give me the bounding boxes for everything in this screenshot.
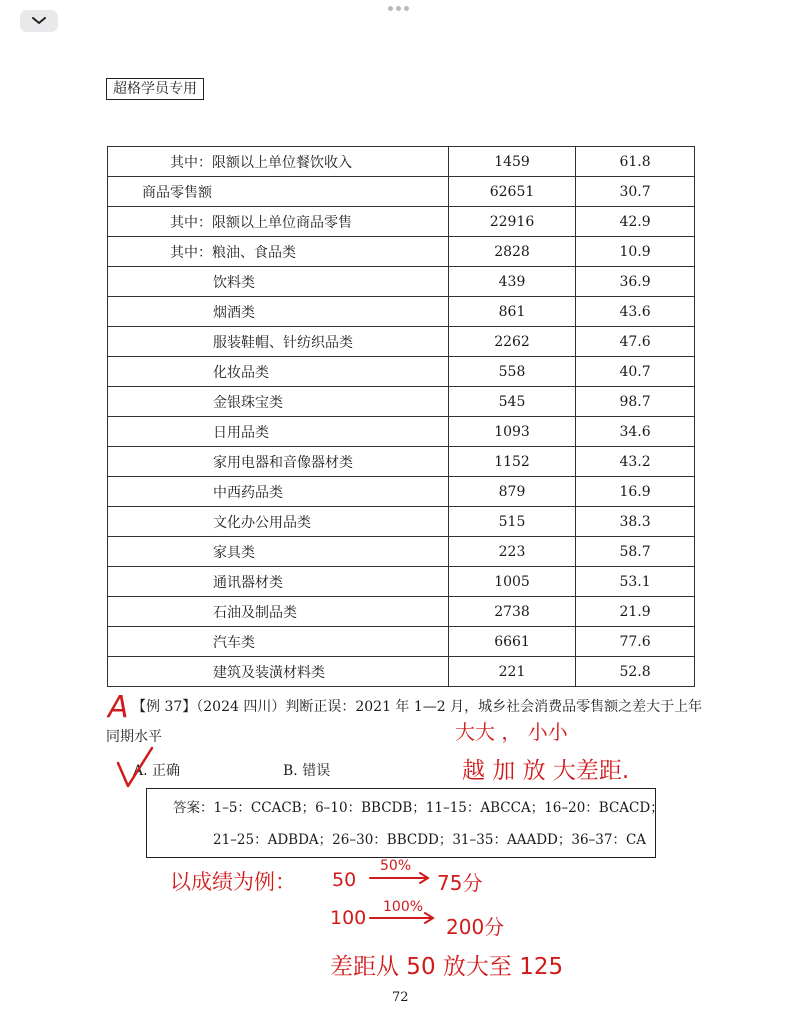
handwritten-start-2: 100 bbox=[330, 907, 367, 929]
row-label: 石油及制品类 bbox=[108, 597, 449, 627]
row-label: 家用电器和音像器材类 bbox=[108, 447, 449, 477]
row-growth: 47.6 bbox=[576, 327, 695, 357]
handwritten-note-3: 以成绩为例： bbox=[170, 870, 296, 894]
row-growth: 77.6 bbox=[576, 627, 695, 657]
page-tag: 超格学员专用 bbox=[106, 78, 204, 100]
table-row bbox=[108, 567, 695, 597]
row-value: 1005 bbox=[448, 567, 575, 597]
table-row bbox=[108, 477, 695, 507]
example-question bbox=[106, 692, 706, 752]
chevron-down-icon bbox=[32, 17, 46, 25]
table-row bbox=[108, 417, 695, 447]
page-number: 72 bbox=[392, 990, 409, 1005]
row-label: 金银珠宝类 bbox=[108, 387, 449, 417]
row-growth: 16.9 bbox=[576, 477, 695, 507]
row-value: 1152 bbox=[448, 447, 575, 477]
row-growth: 52.8 bbox=[576, 657, 695, 687]
row-growth: 61.8 bbox=[576, 147, 695, 177]
row-label: 汽车类 bbox=[108, 627, 449, 657]
table-row bbox=[108, 537, 695, 567]
row-growth: 58.7 bbox=[576, 537, 695, 567]
row-label: 化妆品类 bbox=[108, 357, 449, 387]
handwritten-arrow-label-1: 50% bbox=[380, 858, 412, 874]
table-row bbox=[108, 357, 695, 387]
row-label: 服装鞋帽、针纺织品类 bbox=[108, 327, 449, 357]
row-growth: 42.9 bbox=[576, 207, 695, 237]
row-value: 2738 bbox=[448, 597, 575, 627]
row-value: 2262 bbox=[448, 327, 575, 357]
row-value: 861 bbox=[448, 297, 575, 327]
row-growth: 53.1 bbox=[576, 567, 695, 597]
answer-key-line-1: 答案：1–5：CCACB；6–10：BBCDB；11–15：ABCCA；16–20：BCACD； bbox=[173, 800, 664, 816]
handwritten-note-2: 越 加 放 大差距. bbox=[462, 758, 630, 784]
row-growth: 36.9 bbox=[576, 267, 695, 297]
handwritten-result-1: 75分 bbox=[437, 871, 483, 895]
option-a: A. 正确 bbox=[133, 763, 181, 779]
row-growth: 34.6 bbox=[576, 417, 695, 447]
row-value: 62651 bbox=[448, 177, 575, 207]
row-value: 6661 bbox=[448, 627, 575, 657]
row-value: 2828 bbox=[448, 237, 575, 267]
table-row bbox=[108, 297, 695, 327]
row-value: 223 bbox=[448, 537, 575, 567]
table-row bbox=[108, 447, 695, 477]
row-value: 1093 bbox=[448, 417, 575, 447]
row-label: 商品零售额 bbox=[108, 177, 449, 207]
row-growth: 98.7 bbox=[576, 387, 695, 417]
table-row bbox=[108, 327, 695, 357]
retail-sales-table bbox=[107, 146, 695, 687]
row-label: 文化办公用品类 bbox=[108, 507, 449, 537]
row-value: 439 bbox=[448, 267, 575, 297]
collapse-button[interactable] bbox=[20, 10, 58, 32]
row-label: 中西药品类 bbox=[108, 477, 449, 507]
row-growth: 43.2 bbox=[576, 447, 695, 477]
row-value: 558 bbox=[448, 357, 575, 387]
handwritten-result-2: 200分 bbox=[446, 915, 505, 939]
answer-key-box bbox=[146, 788, 664, 858]
row-label: 建筑及装潢材料类 bbox=[108, 657, 449, 687]
row-value: 22916 bbox=[448, 207, 575, 237]
table-row bbox=[108, 627, 695, 657]
handwritten-note-4: 差距从 50 放大至 125 bbox=[330, 954, 564, 980]
row-value: 545 bbox=[448, 387, 575, 417]
arrow-1 bbox=[370, 873, 428, 883]
option-b: B. 错误 bbox=[283, 763, 331, 779]
table-row bbox=[108, 177, 695, 207]
table-row bbox=[108, 207, 695, 237]
row-growth: 43.6 bbox=[576, 297, 695, 327]
row-growth: 40.7 bbox=[576, 357, 695, 387]
viewer-toolbar bbox=[0, 0, 800, 40]
question-line-2: 同期水平 bbox=[106, 729, 162, 745]
row-label: 饮料类 bbox=[108, 267, 449, 297]
row-label: 其中：粮油、食品类 bbox=[108, 237, 449, 267]
row-label: 烟酒类 bbox=[108, 297, 449, 327]
more-options-icon[interactable] bbox=[388, 6, 409, 11]
question-line-1: 【例 37】（2024 四川）判断正误：2021 年 1—2 月，城乡社会消费品零售额之差大于上年 bbox=[132, 699, 703, 715]
answer-key-line-2: 21–25：ADBDA；26–30：BBCDD；31–35：AAADD；36–37：CA bbox=[213, 832, 647, 848]
row-label: 通讯器材类 bbox=[108, 567, 449, 597]
table-row bbox=[108, 147, 695, 177]
row-value: 221 bbox=[448, 657, 575, 687]
table-row bbox=[108, 657, 695, 687]
handwritten-start-1: 50 bbox=[332, 869, 357, 891]
row-label: 家具类 bbox=[108, 537, 449, 567]
row-growth: 38.3 bbox=[576, 507, 695, 537]
row-value: 1459 bbox=[448, 147, 575, 177]
table-row bbox=[108, 237, 695, 267]
table-row bbox=[108, 597, 695, 627]
row-growth: 30.7 bbox=[576, 177, 695, 207]
row-value: 879 bbox=[448, 477, 575, 507]
handwritten-arrow-label-2: 100% bbox=[383, 899, 424, 915]
handwritten-answer-mark: A bbox=[108, 690, 129, 725]
row-label: 其中：限额以上单位商品零售 bbox=[108, 207, 449, 237]
row-label: 日用品类 bbox=[108, 417, 449, 447]
row-value: 515 bbox=[448, 507, 575, 537]
row-label: 其中：限额以上单位餐饮收入 bbox=[108, 147, 449, 177]
row-growth: 10.9 bbox=[576, 237, 695, 267]
table-row bbox=[108, 507, 695, 537]
row-growth: 21.9 bbox=[576, 597, 695, 627]
table-row bbox=[108, 387, 695, 417]
table-row bbox=[108, 267, 695, 297]
handwritten-note-1: 大大 ， 小小 bbox=[455, 720, 568, 744]
